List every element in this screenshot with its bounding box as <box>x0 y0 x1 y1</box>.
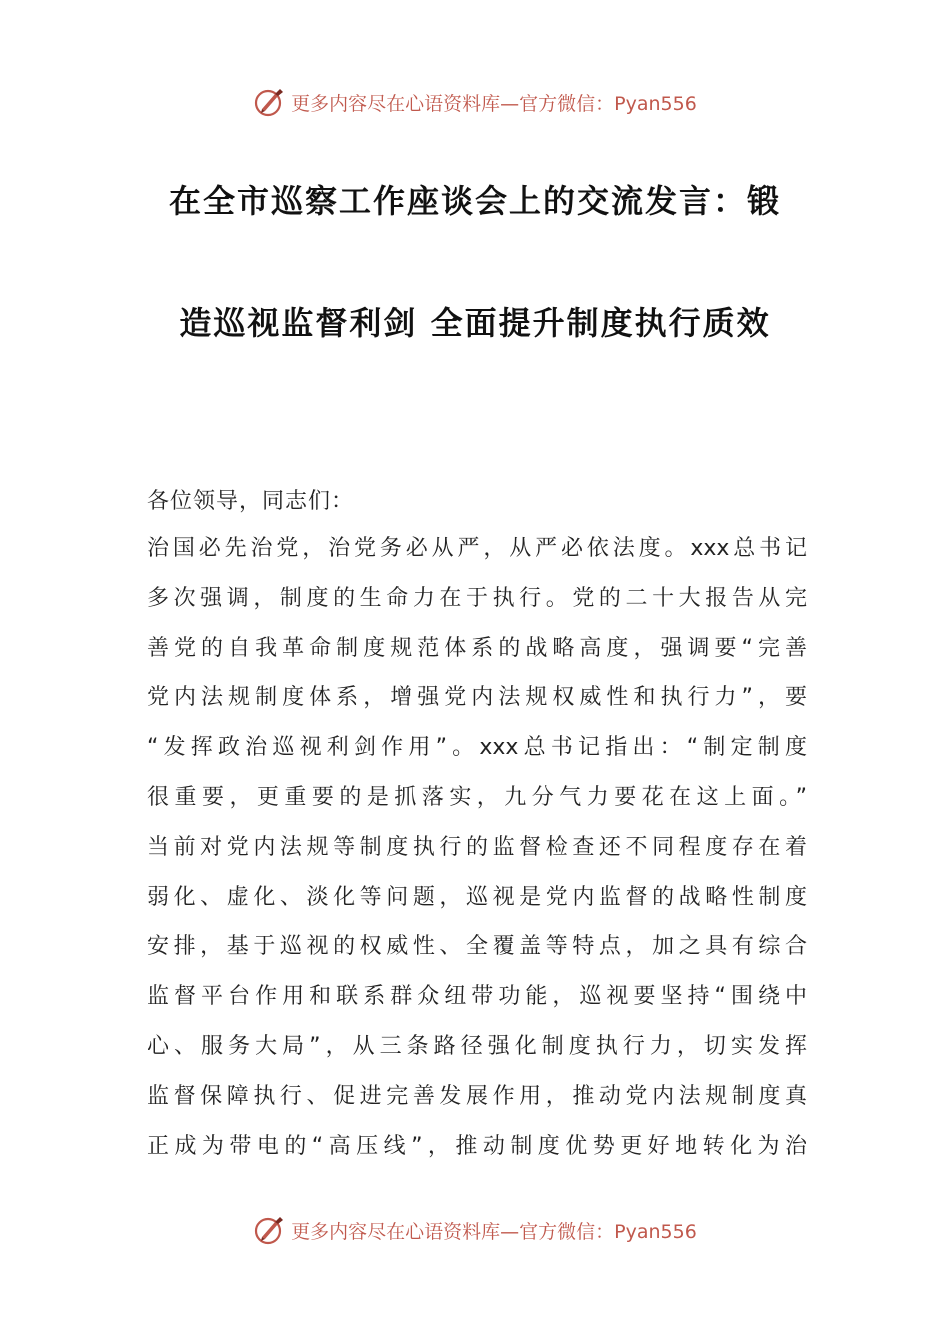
header-watermark <box>0 82 950 122</box>
paragraph-line: 当前对党内法规等制度执行的监督检查还不同程度存在着 <box>147 834 807 860</box>
paragraph-line: 治国必先治党，治党务必从严，从严必依法度。xxx总书记 <box>147 536 807 561</box>
body-paragraph <box>147 524 807 1171</box>
watermark-text: 更多内容尽在心语资料库 <box>291 1220 501 1243</box>
paragraph-line: 很重要，更重要的是抓落实，九分气力要花在这上面。” <box>147 784 807 810</box>
document-title-line-2: 造巡视监督利剑 全面提升制度执行质效 <box>179 304 771 342</box>
paragraph-line: 党内法规制度体系，增强党内法规权威性和执行力”，要 <box>147 685 807 711</box>
greeting: 各位领导，同志们： <box>147 489 355 514</box>
paragraph-line: 安排，基于巡视的权威性、全覆盖等特点，加之具有综合 <box>147 934 807 960</box>
paragraph-line: 善党的自我革命制度规范体系的战略高度，强调要“完善 <box>147 635 807 661</box>
footer-watermark <box>0 1210 950 1250</box>
paragraph-line: 正成为带电的“高压线”，推动制度优势更好地转化为治 <box>147 1133 807 1159</box>
paragraph-line: 心、服务大局”，从三条路径强化制度执行力，切实发挥 <box>147 1033 807 1059</box>
watermark-text: 更多内容尽在心语资料库 <box>291 92 501 115</box>
paragraph-line: 监督保障执行、促进完善发展作用，推动党内法规制度真 <box>147 1083 807 1109</box>
pen-circle-logo-icon <box>253 1213 287 1247</box>
watermark-suffix: —官方微信：Pyan556 <box>500 92 697 115</box>
paragraph-line: 多次强调，制度的生命力在于执行。党的二十大报告从完 <box>147 585 807 611</box>
paragraph-line: 监督平台作用和联系群众纽带功能，巡视要坚持“围绕中 <box>147 984 807 1010</box>
paragraph-line: “发挥政治巡视利剑作用”。xxx总书记指出：“制定制度 <box>147 735 807 761</box>
paragraph-line: 弱化、虚化、淡化等问题，巡视是党内监督的战略性制度 <box>147 884 807 910</box>
pen-circle-logo-icon <box>253 85 287 119</box>
watermark-suffix: —官方微信：Pyan556 <box>500 1220 697 1243</box>
document-title-line-1: 在全市巡察工作座谈会上的交流发言：锻 <box>168 182 781 220</box>
